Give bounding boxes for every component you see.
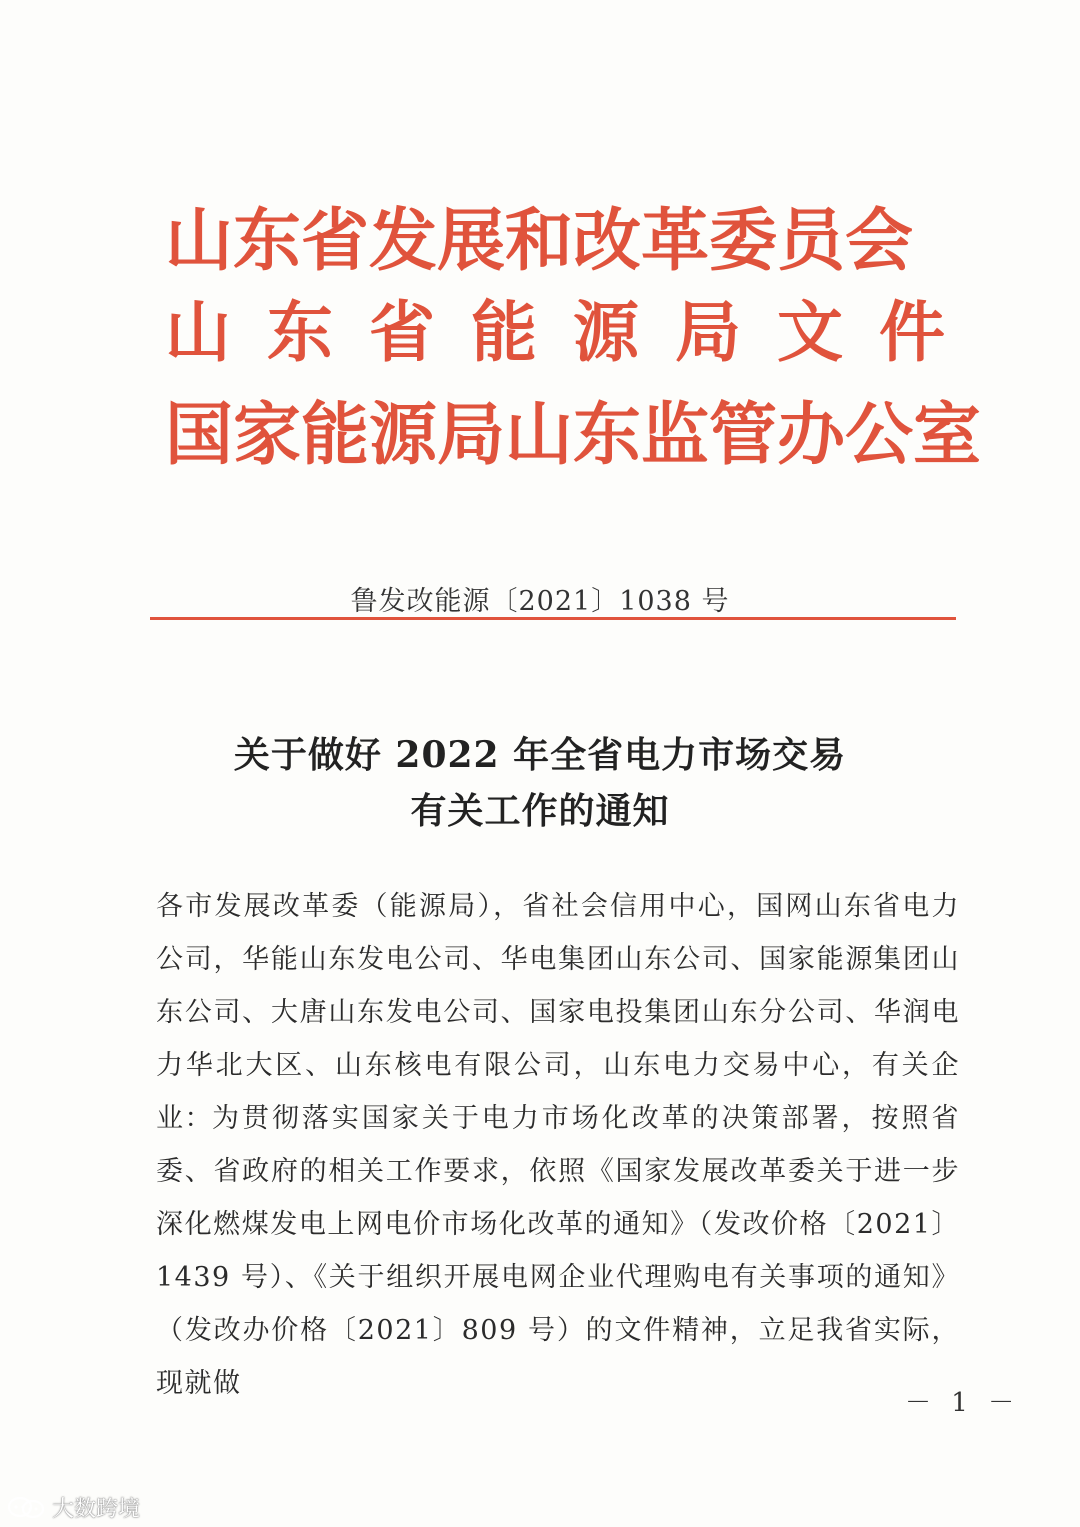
body-paragraph-1: 为贯彻落实国家关于电力市场化改革的决策部署，按照省委、省政府的相关工作要求，依照《国家发展改革委关于进一步深化燃煤发电上网电价市场化改革的通知》（发改价格〔2021〕1439 号）、《关于组织开展电网企业代理购电有关事项的通知》（发改办价格〔2021〕809 号）的文件精神，立足我省实际，现就做 bbox=[156, 1103, 960, 1399]
title-line-1: 关于做好 2022 年全省电力市场交易 bbox=[233, 734, 847, 776]
addressees-paragraph: 各市发展改革委（能源局），省社会信用中心，国网山东省电力公司，华能山东发电公司、华电集团山东公司、国家能源集团山东公司、大唐山东发电公司、国家电投集团山东分公司、华润电力华北大区、山东核电有限公司，山东电力交易中心，有关企业： bbox=[156, 891, 960, 1134]
red-divider-line bbox=[150, 617, 956, 620]
issuer-line-2: 山东省能源局文件 bbox=[165, 294, 981, 371]
watermark bbox=[6, 1492, 140, 1523]
document-number: 鲁发改能源〔2021〕1038 号 bbox=[350, 586, 730, 617]
title-line-2: 有关工作的通知 bbox=[410, 790, 670, 832]
issuer-line-1: 山东省发展和改革委员会 bbox=[165, 202, 914, 281]
issuer-line-3: 国家能源局山东监管办公室 bbox=[165, 396, 982, 475]
page-number: － 1 － bbox=[905, 1388, 1021, 1418]
watermark-text: 大数跨境 bbox=[52, 1497, 141, 1522]
chat-bubble-icon bbox=[6, 1496, 48, 1520]
